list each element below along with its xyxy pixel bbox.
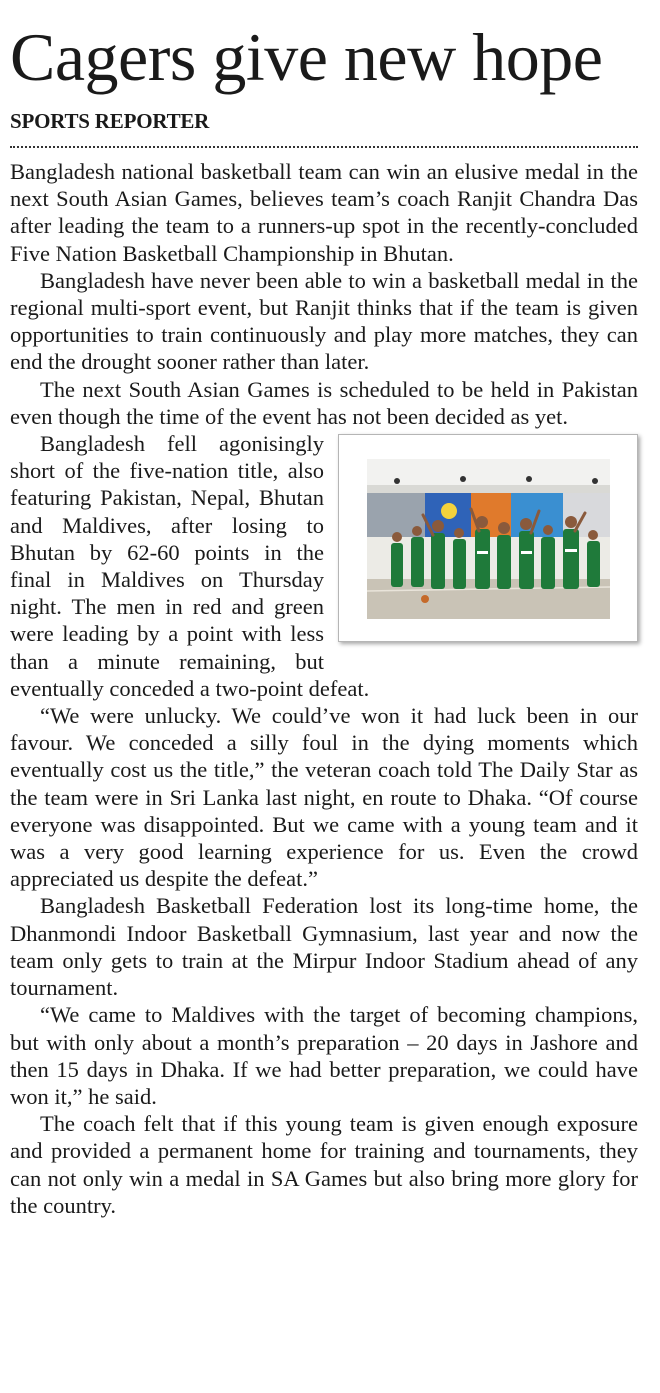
paragraph-1: Bangladesh national basketball team can win an elusive medal in the next South Asian Games, believes team’s coach Ranjit Chandra Das after leading the team to a runners-up spot in the recently-concluded Five Nation Basketball Championship in Bhutan. bbox=[10, 159, 638, 266]
team-celebration-photo bbox=[367, 459, 610, 619]
paragraph-4: Bangladesh fell agonisingly short of the five-nation title, also featuring Pakistan, Nepal, Bhutan and Maldives, after losing to Bhutan by 62-60 points in the final in Maldives on Thursday night. The men in red and green were leading by a point with less than a minute remaining, but eventually conceded a two-point defeat. bbox=[10, 431, 370, 701]
paragraph-3: The next South Asian Games is scheduled to be held in Pakistan even though the time of the event has not been decided as yet. bbox=[10, 376, 638, 429]
paragraph-5: “We were unlucky. We could’ve won it had luck been in our favour. We conceded a silly foul in the dying moments which eventually cost us the title,” the veteran coach told The Daily Star as the team were in Sri Lanka last night, en route to Dhaka. “Of course everyone was disappointed. But we came with a young team and it was a very good learning experience for us. Even the crowd appreciated us despite the defeat.” bbox=[10, 703, 638, 892]
paragraph-7: “We came to Maldives with the target of becoming champions, but with only about a month’s preparation – 20 days in Jashore and then 15 days in Dhaka. If we had better preparation, we could have won it,” he said. bbox=[10, 1002, 638, 1109]
paragraph-2: Bangladesh have never been able to win a basketball medal in the regional multi-sport event, but Ranjit thinks that if the team is given opportunities to train continuously and play more matches, they can end the drought sooner rather than later. bbox=[10, 267, 638, 375]
article-photo bbox=[338, 434, 638, 642]
paragraph-8: The coach felt that if this young team is given enough exposure and provided a permanent home for training and tournaments, they can not only win a medal in SA Games but also bring more glory for the country. bbox=[10, 1111, 638, 1218]
headline: Cagers give new hope bbox=[10, 19, 603, 95]
paragraph-6: Bangladesh Basketball Federation lost its long-time home, the Dhanmondi Indoor Basketball Gymnasium, last year and now the team only gets to train at the Mirpur Indoor Stadium ahead of any tournament. bbox=[10, 893, 638, 1001]
byline: SPORTS REPORTER bbox=[10, 109, 210, 133]
dotted-divider bbox=[10, 146, 638, 148]
article-body bbox=[10, 158, 638, 1219]
